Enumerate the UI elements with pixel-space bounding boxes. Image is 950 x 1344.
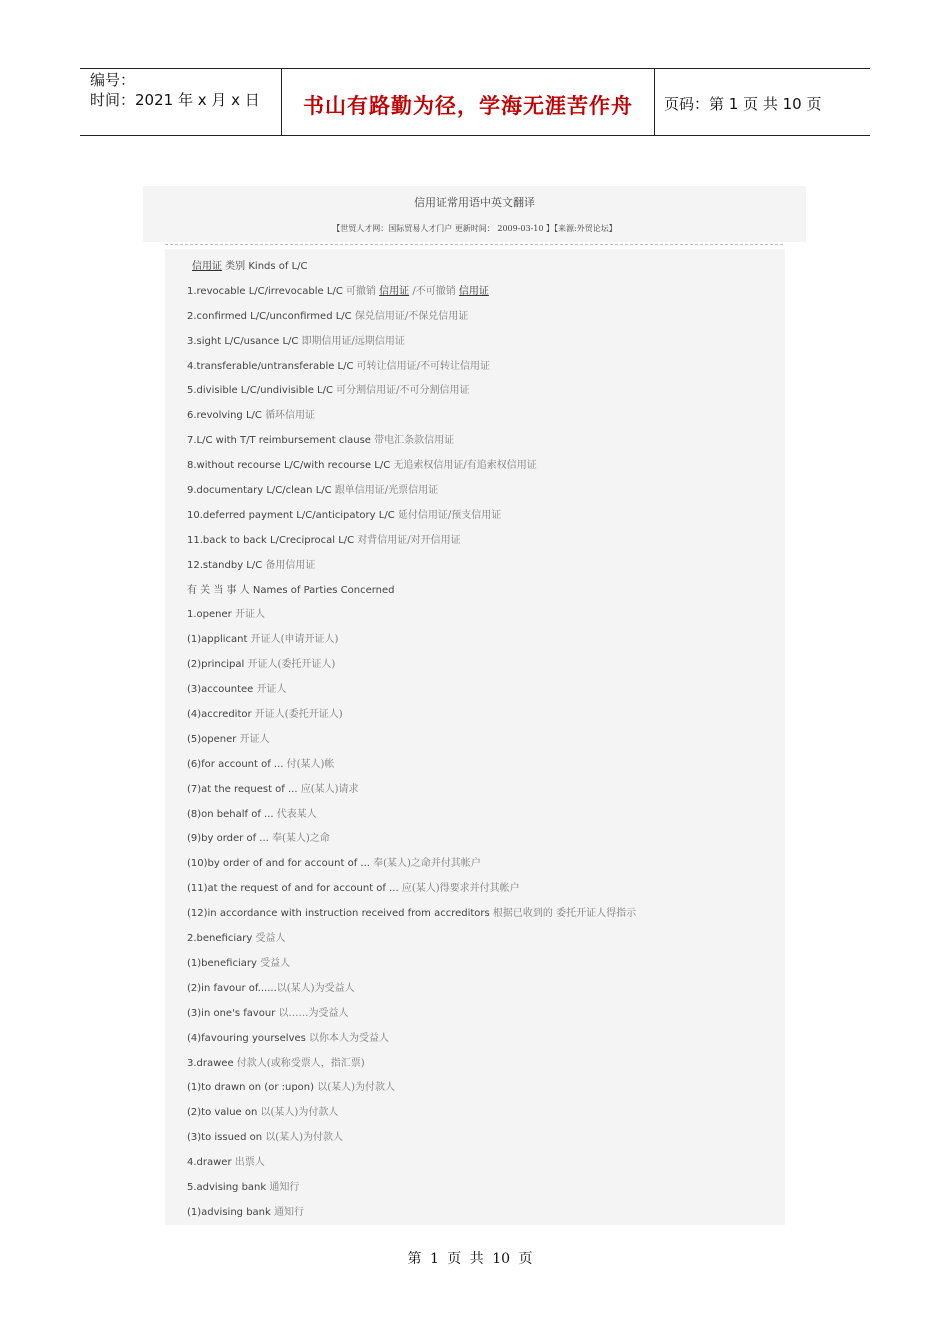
term-chinese: 对背信用证/对开信用证 [357,534,461,546]
term-line [187,559,785,584]
term-english: 8.without recourse L/C/with recourse L/C [187,460,394,472]
term-english: (1)advising bank [187,1206,274,1218]
term-line [187,384,785,409]
term-line [187,534,785,559]
term-english: (4)favouring yourselves [187,1032,310,1044]
term-line [187,758,785,783]
term-line [187,584,785,609]
term-chinese: /不可撤销 [409,285,459,297]
term-chinese: 代表某人 [276,808,317,820]
term-line [187,459,785,484]
article-title: 信用证常用语中英文翻译 [414,196,535,209]
term-line [187,260,785,285]
term-line [187,907,785,932]
article-body [165,249,785,1225]
term-chinese: 带电汇条款信用证 [374,435,455,447]
term-line [187,658,785,683]
term-english: (4)accreditor [187,709,255,721]
term-english: 1.revocable L/C/irrevocable L/C [187,285,346,297]
term-line [187,882,785,907]
term-chinese: 跟单信用证/光票信用证 [334,485,439,497]
term-chinese: 以你本人为受益人 [309,1032,390,1044]
term-chinese: 可撤销 [345,285,380,297]
term-chinese: 应(某人)得要求并付其帐户 [401,883,520,895]
doc-number-label: 编号： [90,71,136,89]
term-chinese: 以(某人)为付款人 [265,1132,344,1144]
term-english: (12)in accordance with instruction received from accreditors [187,908,493,920]
term-line [187,285,785,310]
term-chinese: 开证人(委托开证人) [247,659,336,671]
term-chinese: 开证人 [256,684,287,696]
term-line [187,1206,785,1231]
term-english: (10)by order of and for account of ... [187,858,374,870]
term-link[interactable]: 信用证 [458,285,489,297]
term-line [187,857,785,882]
dashed-divider [165,244,783,245]
term-line [187,1057,785,1082]
term-chinese: 通知行 [273,1206,304,1218]
term-chinese: 循环信用证 [265,410,316,422]
term-line [187,608,785,633]
term-english: 4.transferable/untransferable L/C [187,360,357,372]
term-english: (11)at the request of and for account of ... [187,883,402,895]
term-chinese: 保兑信用证/不保兑信用证 [354,310,469,322]
term-chinese: 延付信用证/预支信用证 [397,509,502,521]
term-chinese: 奉(某人)之命 [272,833,330,845]
term-chinese: 开证人 [239,733,270,745]
term-english: 3.sight L/C/usance L/C [187,335,302,347]
term-chinese: 通知行 [269,1181,300,1193]
term-chinese: 开证人(委托开证人) [254,709,343,721]
term-line [187,708,785,733]
term-line [187,1032,785,1057]
term-english: (5)opener [187,733,240,745]
term-chinese: 应(某人)请求 [300,783,359,795]
term-line [187,932,785,957]
term-chinese: 可转让信用证/不可转让信用证 [356,360,491,372]
term-chinese: 以(某人)为受益人 [276,982,355,994]
term-line [187,434,785,459]
doc-time-label: 时间：2021 年 x 月 x 日 [90,91,260,109]
term-english: (3)in one's favour [187,1007,279,1019]
term-line [187,409,785,434]
term-chinese: 开证人(申请开证人) [250,634,339,646]
term-line [187,683,785,708]
term-line [187,1081,785,1106]
term-english: 类别 Kinds of L/C [222,261,308,272]
term-chinese: 付(某人)帐 [286,758,335,770]
term-english: 有 关 当 事 人 Names of Parties Concerned [187,584,395,596]
term-line [187,1106,785,1131]
term-chinese: 根据已收到的 委托开证人得指示 [492,908,637,920]
header-top-rule [80,68,870,69]
article-header [143,186,806,242]
term-english: 1.opener [187,609,235,621]
term-chinese: 以(某人)为付款人 [260,1107,339,1119]
term-list [187,260,785,1231]
term-line [187,783,785,808]
term-chinese: 备用信用证 [265,559,316,571]
term-english: (9)by order of ... [187,833,272,845]
term-english: 7.L/C with T/T reimbursement clause [187,435,375,447]
article-meta: 【世贸人才网：国际贸易人才门户 更新时间： 2009-03-10 】【来源:外贸论坛】 [332,224,617,233]
term-line [187,1181,785,1206]
term-english: (1)to drawn on (or :upon) [187,1082,318,1094]
term-english: 2.beneficiary [187,933,256,945]
term-english: 3.drawee [187,1057,237,1069]
term-line [187,360,785,385]
term-english: 11.back to back L/Creciprocal L/C [187,534,358,546]
term-chinese: 无追索权信用证/有追索权信用证 [393,460,537,472]
term-chinese: 以(某人)为付款人 [317,1082,396,1094]
term-english: (1)beneficiary [187,957,261,969]
term-line [187,633,785,658]
term-line [187,335,785,360]
term-english: 5.advising bank [187,1181,270,1193]
term-chinese: 开证人 [234,609,265,621]
term-line [187,1131,785,1156]
term-link[interactable]: 信用证 [192,261,222,272]
term-chinese: 奉(某人)之命并付其帐户 [373,858,481,870]
header-page-number: 页码：第 1 页 共 10 页 [664,95,822,113]
term-line [187,310,785,335]
term-english: (2)to value on [187,1107,261,1119]
term-english: (8)on behalf of ... [187,808,277,820]
term-line [187,1156,785,1181]
term-line [187,1007,785,1032]
term-chinese: 出票人 [234,1157,265,1169]
term-chinese: 付款人(或称受票人，指汇票) [236,1057,365,1069]
term-chinese: 受益人 [255,933,286,945]
term-english: (3)to issued on [187,1132,266,1144]
term-english: (6)for account of ... [187,758,287,770]
term-chinese: 即期信用证/远期信用证 [301,335,405,347]
term-line [187,733,785,758]
term-english: 4.drawer [187,1157,235,1169]
term-english: 6.revolving L/C [187,410,266,422]
term-english: (2)principal [187,659,248,671]
term-line [187,957,785,982]
header-divider [654,68,655,136]
term-english: 10.deferred payment L/C/anticipatory L/C [187,509,398,521]
term-chinese: 受益人 [260,957,291,969]
header-info [90,70,260,110]
term-link[interactable]: 信用证 [379,285,410,297]
term-english: (3)accountee [187,684,257,696]
term-line [187,484,785,509]
term-english: 5.divisible L/C/undivisible L/C [187,385,337,397]
term-english: 9.documentary L/C/clean L/C [187,485,335,497]
term-line [187,509,785,534]
term-line [187,808,785,833]
term-line [187,832,785,857]
term-english: 2.confirmed L/C/unconfirmed L/C [187,310,355,322]
term-chinese: 以……为受益人 [278,1007,349,1019]
header-motto: 书山有路勤为径，学海无涯苦作舟 [303,93,633,118]
term-line [187,982,785,1007]
term-english: (1)applicant [187,634,251,646]
term-chinese: 可分割信用证/不可分割信用证 [336,385,470,397]
term-english: (7)at the request of ... [187,783,301,795]
term-english: (2)in favour of...... [187,982,277,994]
term-english: 12.standby L/C [187,559,266,571]
header-bottom-rule [80,135,870,136]
page-footer: 第 1 页 共 10 页 [407,1251,533,1267]
